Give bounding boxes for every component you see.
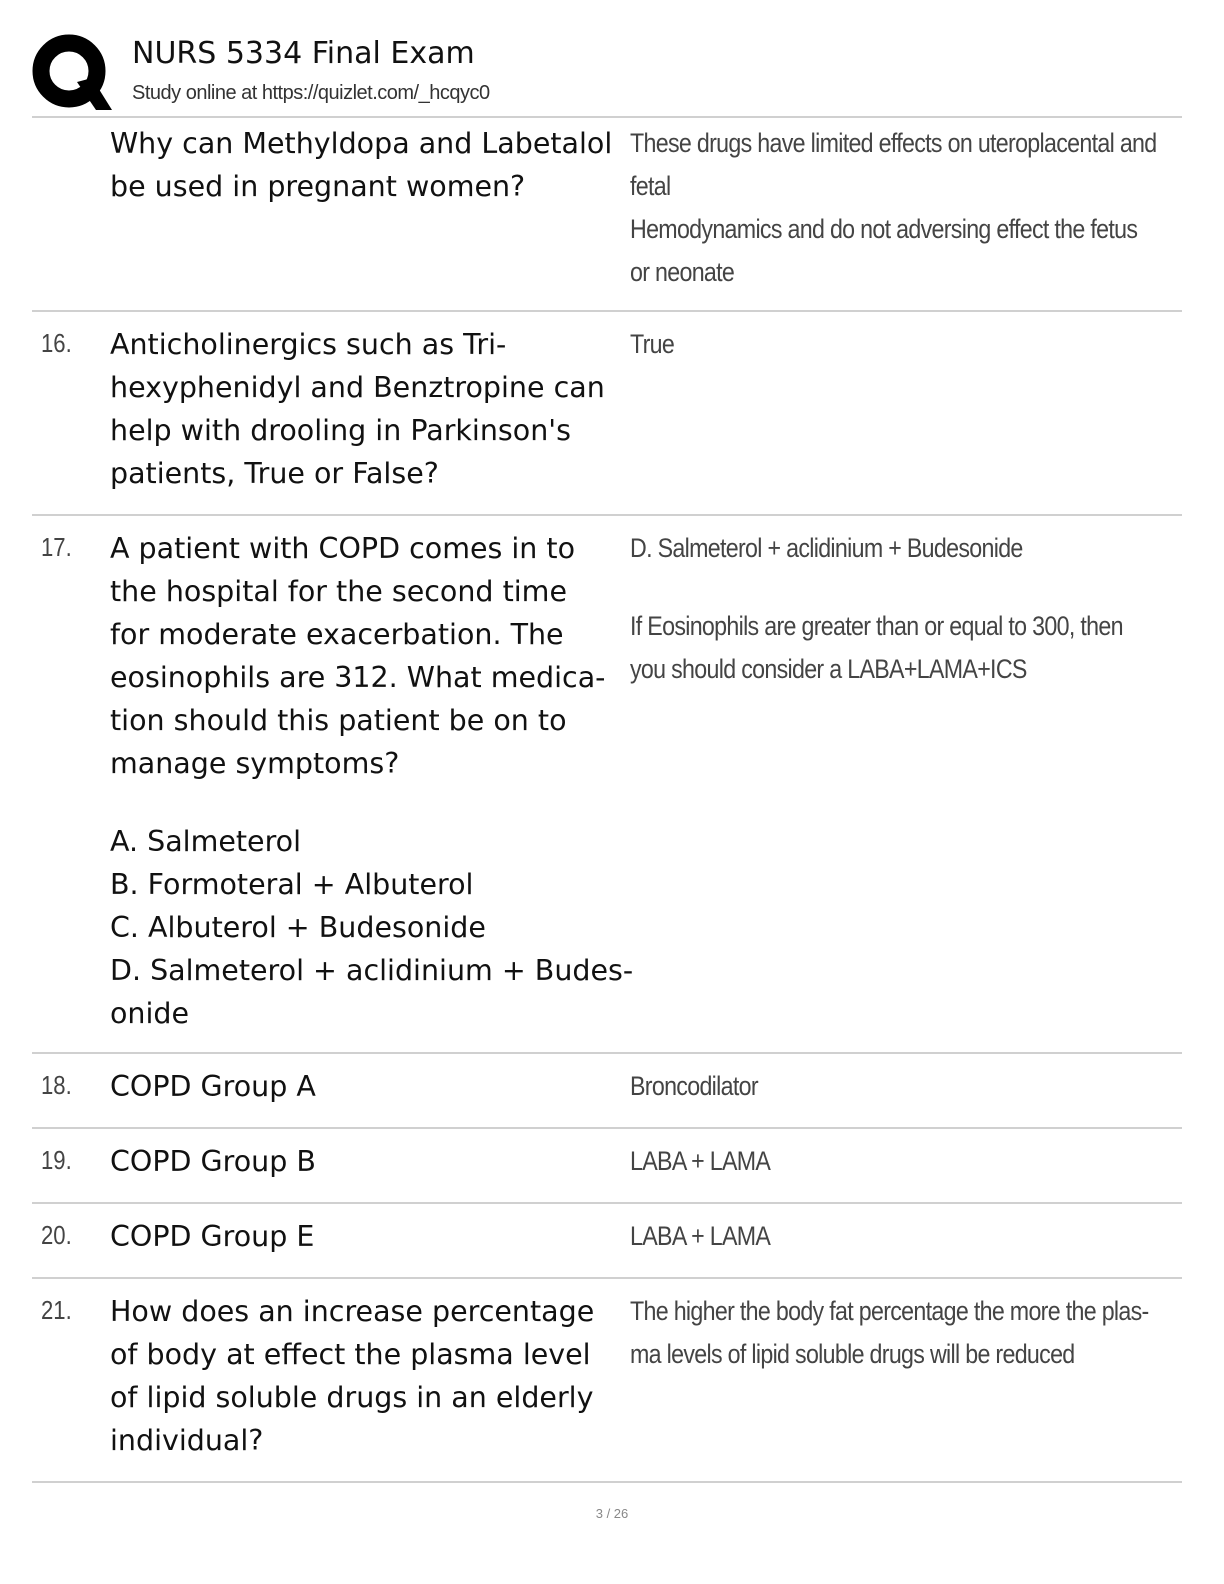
- document-title: NURS 5334 Final Exam: [132, 36, 475, 71]
- definition-line: ma levels of lipid soluble drugs will be reduced: [630, 1339, 1075, 1369]
- answer-option: A. Salmeterol: [110, 825, 302, 858]
- definition-text: [630, 122, 1190, 294]
- definition-text: [630, 1215, 1190, 1258]
- term-line: COPD Group A: [110, 1070, 316, 1103]
- term-line: tion should this patient be on to: [110, 704, 567, 737]
- answer-option: onide: [110, 997, 190, 1030]
- study-online-link[interactable]: Study online at https://quizlet.com/_hcqyc0: [132, 82, 490, 104]
- term-line: Why can Methyldopa and Labetalol: [110, 127, 613, 160]
- term-line: be used in pregnant women?: [110, 170, 526, 203]
- answer-option: D. Salmeterol + aclidinium + Budes-: [110, 954, 634, 987]
- flashcard-row: [32, 1127, 1182, 1202]
- definition-line: The higher the body fat percentage the more the plas-: [630, 1296, 1149, 1326]
- answer-option: B. Formoteral + Albuterol: [110, 868, 474, 901]
- term-line: COPD Group E: [110, 1220, 315, 1253]
- flashcard-row: [32, 1202, 1182, 1277]
- term-text: [110, 1140, 625, 1183]
- card-number: 19.: [41, 1145, 72, 1175]
- flashcard-row: [32, 116, 1182, 310]
- definition-line: Hemodynamics and do not adversing effect the fetus: [630, 214, 1138, 244]
- definition-line: D. Salmeterol + aclidinium + Budesonide: [630, 533, 1023, 563]
- definition-line: LABA + LAMA: [630, 1221, 771, 1251]
- term-line: A patient with COPD comes in to: [110, 532, 576, 565]
- card-number: 21.: [41, 1295, 72, 1325]
- flashcard-row: [32, 1277, 1182, 1483]
- definition-text: [630, 1290, 1190, 1376]
- definition-text: [630, 1065, 1190, 1108]
- flashcard-row: [32, 514, 1182, 1052]
- card-number: 17.: [41, 532, 72, 562]
- definition-text: [630, 527, 1190, 691]
- term-line: the hospital for the second time: [110, 575, 567, 608]
- term-line: for moderate exacerbation. The: [110, 618, 564, 651]
- page-number: 3 / 26: [595, 1506, 629, 1521]
- definition-line: If Eosinophils are greater than or equal to 300, then: [630, 611, 1123, 641]
- term-line: hexyphenidyl and Benztropine can: [110, 371, 605, 404]
- flashcard-row: [32, 310, 1182, 514]
- term-line: help with drooling in Parkinson's: [110, 414, 571, 447]
- term-line: manage symptoms?: [110, 747, 400, 780]
- page-header: [32, 30, 1182, 116]
- definition-line: Broncodilator: [630, 1071, 758, 1101]
- card-number: 16.: [41, 328, 72, 358]
- quizlet-logo-icon: [32, 34, 112, 114]
- definition-line: LABA + LAMA: [630, 1146, 771, 1176]
- flashcard-row: [32, 1052, 1182, 1127]
- term-text: [110, 1215, 625, 1258]
- definition-text: [630, 1140, 1190, 1183]
- term-line: eosinophils are 312. What medica-: [110, 661, 606, 694]
- term-text: [110, 527, 634, 1035]
- definition-line: These drugs have limited effects on uteroplacental and: [630, 128, 1157, 158]
- term-line: Anticholinergics such as Tri-: [110, 328, 507, 361]
- definition-line: True: [630, 329, 675, 359]
- term-text: [110, 323, 625, 495]
- term-line: of lipid soluble drugs in an elderly: [110, 1381, 594, 1414]
- term-line: of body at effect the plasma level: [110, 1338, 591, 1371]
- term-line: How does an increase percentage: [110, 1295, 595, 1328]
- answer-option: C. Albuterol + Budesonide: [110, 911, 486, 944]
- definition-line: fetal: [630, 171, 671, 201]
- term-text: [110, 122, 625, 208]
- definition-text: [630, 323, 1190, 366]
- term-line: individual?: [110, 1424, 264, 1457]
- term-line: COPD Group B: [110, 1145, 316, 1178]
- definition-line: or neonate: [630, 257, 735, 287]
- term-line: patients, True or False?: [110, 457, 439, 490]
- term-text: [110, 1065, 625, 1108]
- card-number: 20.: [41, 1220, 72, 1250]
- card-number: 18.: [41, 1070, 72, 1100]
- flashcard-list: [32, 116, 1182, 1483]
- term-text: [110, 1290, 625, 1462]
- definition-line: you should consider a LABA+LAMA+ICS: [630, 654, 1027, 684]
